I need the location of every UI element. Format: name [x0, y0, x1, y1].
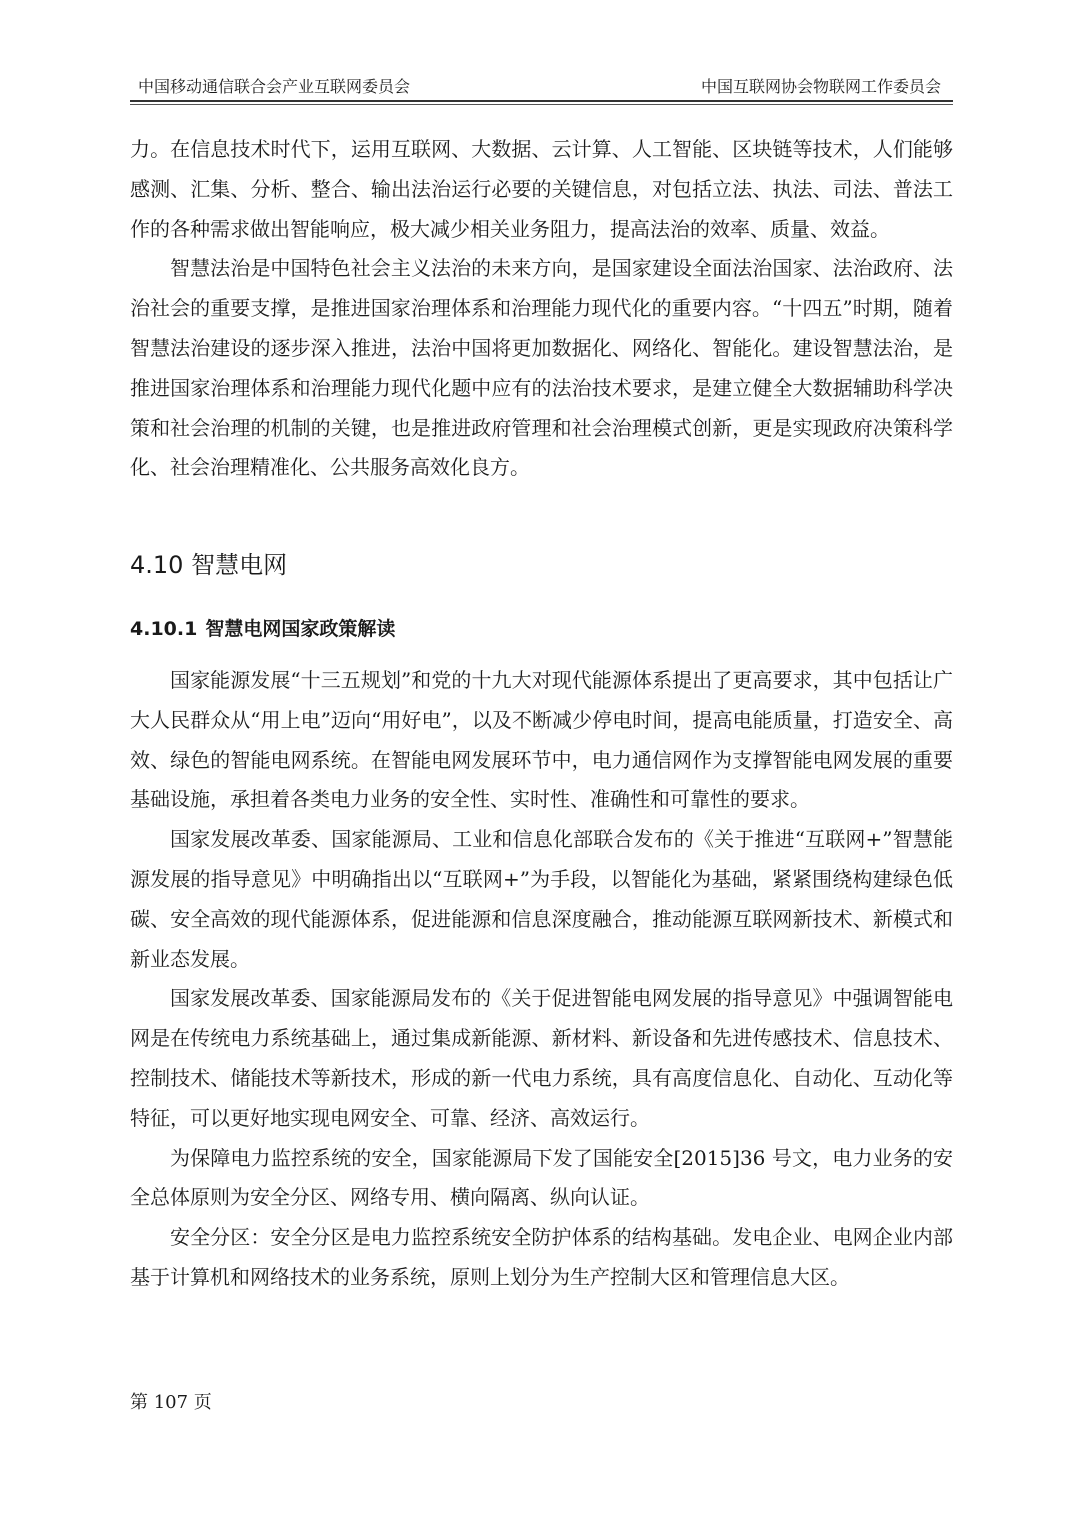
intro-paragraph: 智慧法治是中国特色社会主义法治的未来方向，是国家建设全面法治国家、法治政府、法治社会的重要支撑，是推进国家治理体系和治理能力现代化的重要内容。“十四五”时期，随着智慧法治建设的逐步深入推进，法治中国将更加数据化、网络化、智能化。建设智慧法治，是推进国家治理体系和治理能力现代化题中应有的法治技术要求，是建立健全大数据辅助科学决策和社会治理的机制的关键，也是推进政府管理和社会治理模式创新，更是实现政府决策科学化、社会治理精准化、公共服务高效化良方。: [130, 256, 953, 480]
intro-block: [130, 130, 953, 488]
header-left-text: 中国移动通信联合会产业互联网委员会: [138, 77, 411, 96]
page-header: [130, 74, 953, 100]
header-divider-thin: [130, 104, 953, 105]
subsection-number: 4.10.1: [130, 618, 198, 640]
section-heading: 4.10 智慧电网: [130, 551, 288, 579]
intro-continuation-paragraph: 力。在信息技术时代下，运用互联网、大数据、云计算、人工智能、区块链等技术，人们能够感测、汇集、分析、整合、输出法治运行必要的关键信息，对包括立法、执法、司法、普法工作的各种需求做出智能响应，极大减少相关业务阻力，提高法治的效率、质量、效益。: [130, 137, 953, 241]
body-paragraph-2: 国家发展改革委、国家能源局、工业和信息化部联合发布的《关于推进“互联网+”智慧能源发展的指导意见》中明确指出以“互联网+”为手段，以智能化为基础，紧紧围绕构建绿色低碳、安全高效的现代能源体系，促进能源和信息深度融合，推动能源互联网新技术、新模式和新业态发展。: [130, 827, 953, 971]
body-paragraph-1: 国家能源发展“十三五规划”和党的十九大对现代能源体系提出了更高要求，其中包括让广大人民群众从“用上电”迈向“用好电”，以及不断减少停电时间，提高电能质量，打造安全、高效、绿色的智能电网系统。在智能电网发展环节中，电力通信网作为支撑智能电网发展的重要基础设施，承担着各类电力业务的安全性、实时性、准确性和可靠性的要求。: [130, 668, 953, 812]
body-paragraph-5: 安全分区：安全分区是电力监控系统安全防护体系的结构基础。发电企业、电网企业内部基于计算机和网络技术的业务系统，原则上划分为生产控制大区和管理信息大区。: [130, 1225, 953, 1289]
page-number: 第 107 页: [130, 1392, 212, 1413]
subsection-heading: [130, 614, 395, 644]
header-right-text: 中国互联网协会物联网工作委员会: [700, 77, 941, 96]
body-paragraph-4: 为保障电力监控系统的安全，国家能源局下发了国能安全[2015]36 号文，电力业务的安全总体原则为安全分区、网络专用、横向隔离、纵向认证。: [130, 1145, 953, 1210]
body-block: [130, 661, 953, 1298]
body-paragraph-3: 国家发展改革委、国家能源局发布的《关于促进智能电网发展的指导意见》中强调智能电网是在传统电力系统基础上，通过集成新能源、新材料、新设备和先进传感技术、信息技术、控制技术、储能技术等新技术，形成的新一代电力系统，具有高度信息化、自动化、互动化等特征，可以更好地实现电网安全、可靠、经济、高效运行。: [130, 986, 953, 1130]
subsection-title: 智慧电网国家政策解读: [205, 618, 396, 640]
header-divider: [130, 100, 953, 102]
